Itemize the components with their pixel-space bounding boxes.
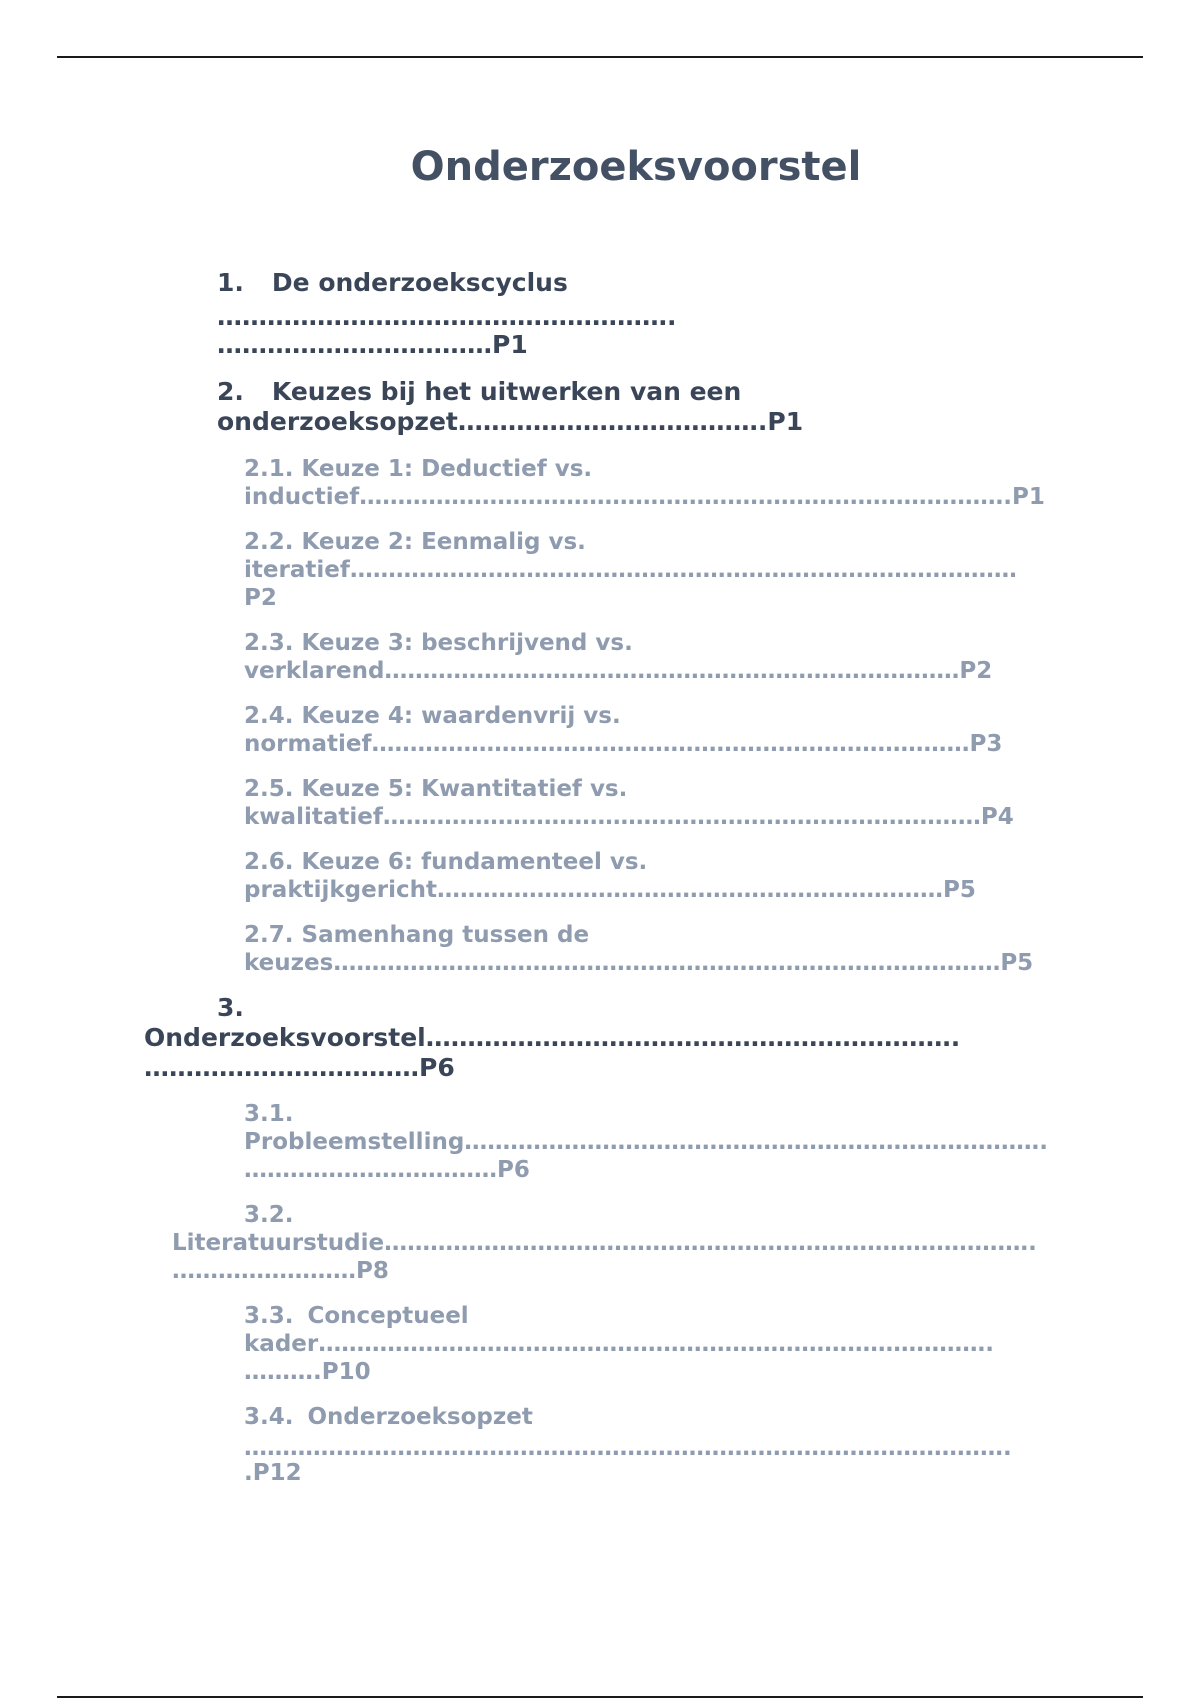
toc-number: 3.2. [244,1202,294,1228]
toc-leader: ………………………………………………………. [425,1023,961,1052]
toc-title: Keuze 2: Eenmalig vs. [301,529,586,555]
toc-page-number: .P12 [244,1460,302,1486]
toc-entry-3-4-leader-line [244,1434,1012,1462]
top-rule [57,56,1143,58]
toc-page-number: P2 [959,658,993,684]
toc-entry-2-5-page-line [244,803,1014,831]
toc-leader: ………………………………. [457,407,768,436]
toc-page-number: P3 [969,731,1003,757]
toc-page-number: P8 [356,1258,389,1284]
toc-leader: …………………………… [244,1157,497,1183]
toc-leader: ………………………………………………………………… [384,658,960,684]
toc-entry-3-1-title[interactable] [244,1128,1048,1156]
toc-title: Probleemstelling [244,1129,465,1155]
toc-number: 3.4. [244,1404,294,1430]
toc-entry-2-1-page-line [244,483,1045,511]
toc-title: verklarend [244,658,385,684]
toc-number: 1. [217,268,244,297]
toc-entry-3-title[interactable] [144,1023,960,1053]
toc-entry-2-6-page-line [244,876,976,904]
toc-entry-3-1-number [244,1100,293,1128]
toc-entry-2-title[interactable] [217,377,741,407]
toc-number: 2.2. [244,529,294,555]
toc-title: Onderzoeksopzet [307,1404,533,1430]
toc-leader: …………………………………………………………………. [464,1129,1049,1155]
toc-entry-3-number [217,993,244,1023]
toc-title: Onderzoeksvoorstel [144,1023,426,1052]
toc-title: iteratief [244,557,350,583]
toc-leader: …………………………………………………………………………… [333,950,1001,976]
toc-entry-2-4-page-line [244,730,1002,758]
toc-page-number: P5 [942,877,976,903]
toc-entry-2-6-title[interactable] [244,848,647,876]
toc-entry-3-4-page-line [244,1459,302,1487]
toc-number: 2.7. [244,922,294,948]
toc-page-number: P1 [767,407,804,436]
toc-title: Samenhang tussen de [301,922,590,948]
toc-page-number: P6 [497,1157,530,1183]
toc-page-number: P10 [321,1359,371,1385]
toc-entry-2-7-page-line [244,949,1033,977]
toc-title: Keuze 1: Deductief vs. [301,456,593,482]
toc-leader: ……………………………………………………………………………. [318,1331,994,1357]
toc-title: Keuze 6: fundamenteel vs. [301,849,648,875]
toc-title: keuzes [244,950,334,976]
toc-title: Conceptueel [307,1303,469,1329]
toc-number: 3.1. [244,1101,294,1127]
toc-leader: …………………………………………………………………… [382,804,981,830]
toc-leader: ………………………………………………………………………………………. [244,1435,1012,1461]
toc-title: kwalitatief [244,804,383,830]
toc-title: De onderzoekscyclus [271,268,568,297]
toc-entry-3-2-page-line [172,1257,389,1285]
toc-entry-1-leader [217,302,677,332]
toc-title: Keuze 4: waardenvrij vs. [301,703,621,729]
toc-title: normatief [244,731,372,757]
toc-title: Keuzes bij het uitwerken van een [271,377,742,406]
toc-number: 3.3. [244,1303,294,1329]
toc-entry-2-5-title[interactable] [244,775,627,803]
document-title: Onderzoeksvoorstel [410,144,862,190]
toc-entry-2-3-page-line [244,657,992,685]
toc-leader: …………………………………………………………………………. [384,1230,1037,1256]
bottom-rule [57,1696,1143,1698]
toc-entry-2-2-title[interactable] [244,528,586,556]
toc-leader: …………………………… [217,330,492,359]
toc-number: 2.1. [244,456,294,482]
toc-leader: …………………… [172,1258,356,1284]
toc-entry-3-3-page-line [244,1358,371,1386]
toc-leader: ………………………………………………………… [436,877,943,903]
toc-entry-3-2-number [244,1201,293,1229]
toc-entry-3-4-title[interactable] [244,1403,533,1431]
toc-leader: ………………………………………………. [217,302,677,331]
toc-page-number: P1 [1011,484,1045,510]
toc-page-number: P5 [1000,950,1034,976]
toc-number: 2. [217,377,244,406]
toc-entry-2-1-title[interactable] [244,455,592,483]
toc-entry-3-3-leader-line [244,1330,994,1358]
toc-title: Keuze 5: Kwantitatief vs. [301,776,628,802]
toc-number: 2.5. [244,776,294,802]
toc-number: 2.4. [244,703,294,729]
toc-leader: ………. [244,1359,322,1385]
toc-page-number: P4 [980,804,1014,830]
toc-entry-2-4-title[interactable] [244,702,621,730]
toc-title: Literatuurstudie [172,1230,385,1256]
toc-entry-1-title[interactable] [217,268,568,298]
toc-entry-2-2-leader-line [244,556,1017,584]
toc-number: 2.3. [244,630,294,656]
toc-leader: …………………………………………………………………………… [349,557,1017,583]
toc-leader: …………………………………………………………………… [371,731,970,757]
toc-title: kader [244,1331,319,1357]
toc-entry-2-page-line [217,407,803,437]
toc-leader: …………………………… [144,1053,419,1082]
toc-page-number: P6 [419,1053,455,1082]
toc-entry-3-3-title[interactable] [244,1302,469,1330]
toc-page-number: P2 [244,585,277,611]
toc-title: onderzoeksopzet [217,407,458,436]
toc-entry-3-page-line [144,1053,455,1083]
toc-entry-2-3-title[interactable] [244,629,633,657]
toc-entry-2-2-page-line [244,584,277,612]
toc-entry-1-page-line [217,330,528,360]
toc-page-number: P1 [492,330,528,359]
toc-title: Keuze 3: beschrijvend vs. [301,630,633,656]
toc-number: 2.6. [244,849,294,875]
toc-title: praktijkgericht [244,877,437,903]
toc-leader: …………………………………………………………………………. [359,484,1012,510]
toc-entry-3-1-page-line [244,1156,530,1184]
toc-title: inductief [244,484,360,510]
toc-entry-2-7-title[interactable] [244,921,589,949]
toc-entry-3-2-title[interactable] [172,1229,1037,1257]
toc-number: 3. [217,993,244,1022]
